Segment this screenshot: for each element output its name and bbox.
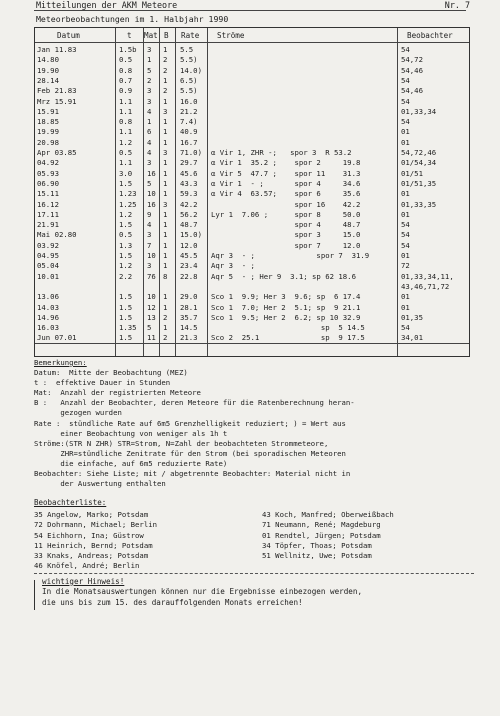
cell-rate: 6.5) [180, 75, 198, 85]
cell-mat: 4 [147, 148, 152, 157]
cell-t: 1.5 [119, 302, 133, 312]
cell-b: 1 [163, 240, 168, 250]
cell-t: 0.5 [119, 55, 133, 65]
cell-rate: 5.5 [180, 45, 194, 54]
cell-observers: 54,46 [401, 65, 423, 75]
cell-mat: 9 [147, 209, 152, 219]
cell-rate: 21.2 [180, 106, 198, 116]
cell-streams: α Vir 1 35.2 ; spor 2 19.8 [211, 158, 361, 168]
table-row [35, 76, 469, 87]
cell-t: 1.3 [119, 240, 133, 250]
cell-mat: 10 [147, 189, 156, 199]
cell-date: Mrz 15.91 [37, 96, 77, 106]
table-row [35, 107, 469, 118]
cell-date: Jun 07.01 [37, 333, 77, 343]
cell-b: 1 [163, 168, 168, 178]
cell-mat: 3 [147, 261, 152, 271]
table-row [35, 241, 469, 252]
cell-streams: spor 4 48.7 [211, 220, 361, 230]
cell-observers: 01 [401, 209, 410, 219]
table-row [35, 220, 469, 231]
cell-streams: spor 7 12.0 [211, 240, 361, 250]
column-header-mat: Mat [144, 31, 158, 40]
remarks-title: Bemerkungen: [34, 358, 87, 367]
cell-streams: sp 5 14.5 [211, 323, 365, 333]
cell-mat: 4 [147, 220, 152, 230]
cell-rate: 40.9 [180, 127, 198, 137]
cell-b: 1 [163, 302, 168, 312]
cell-date: 04.95 [37, 251, 59, 260]
hint-title: wichtiger Hinweis! [42, 577, 125, 586]
cell-t: 1.1 [119, 127, 133, 137]
cell-observers: 54 [401, 240, 410, 250]
table-row [35, 261, 469, 272]
remark-line: Ströme:(STR N ZHR) STR=Strom, N=Zahl der beobachteten Strommeteore, [34, 438, 329, 448]
cell-mat: 3 [147, 86, 152, 96]
cell-date: 14.03 [37, 302, 59, 312]
cell-b: 1 [163, 189, 168, 199]
cell-t: 1.5 [119, 312, 133, 322]
table-row [35, 230, 469, 241]
cell-b: 1 [163, 178, 168, 188]
table-row [35, 272, 469, 283]
table-header-rule [35, 42, 469, 43]
cell-observers: 54 [401, 220, 410, 230]
cell-t: 2.2 [119, 271, 133, 281]
observer-entry: 35 Angelow, Marko; Potsdam [34, 510, 149, 519]
cell-mat: 4 [147, 106, 152, 116]
observer-entry: 34 Töpfer, Thoas; Potsdam [262, 540, 372, 550]
cell-rate: 29.0 [180, 292, 198, 302]
table-row [35, 66, 469, 77]
cell-rate: 45.6 [180, 168, 198, 178]
table-row [35, 251, 469, 262]
cell-b: 1 [163, 251, 168, 260]
table-row [35, 189, 469, 200]
cell-rate: 43.3 [180, 178, 198, 188]
observer-entry: 43 Koch, Manfred; Oberweißbach [262, 510, 394, 519]
cell-streams: Aqr 3 - ; spor 7 31.9 [211, 251, 370, 260]
table-row [35, 148, 469, 159]
cell-rate: 5.5) [180, 55, 198, 65]
remark-line: die einfache, auf 6m5 reduzierte Rate) [34, 458, 228, 468]
cell-rate: 45.5 [180, 251, 198, 260]
cell-date: 17.11 [37, 209, 59, 219]
cell-rate: 42.2 [180, 199, 198, 209]
remark-line: der Auswertung enthalten [34, 479, 166, 489]
table-row [35, 303, 469, 314]
table-row [35, 282, 469, 293]
cell-streams: α Vir 1, ZHR -; spor 3 R 53.2 [211, 148, 352, 157]
cell-b: 3 [163, 148, 168, 157]
cell-b: 2 [163, 86, 168, 96]
cell-mat: 2 [147, 75, 152, 85]
cell-t: 1.5 [119, 220, 133, 230]
cell-observers: 54 [401, 323, 410, 333]
cell-t: 1.5 [119, 292, 133, 302]
observer-entry: 01 Rendtel, Jürgen; Potsdam [262, 530, 381, 540]
cell-date: 14.96 [37, 312, 59, 322]
cell-mat: 5 [147, 178, 152, 188]
cell-observers: 01 [401, 292, 410, 302]
table-row [35, 169, 469, 180]
cell-date: Mai 02.80 [37, 230, 77, 240]
cell-observers: 01,33,34 [401, 106, 437, 116]
cell-rate: 5.5) [180, 86, 198, 96]
cell-mat: 4 [147, 137, 152, 147]
cell-mat: 16 [147, 199, 156, 209]
cell-date: 19.90 [37, 65, 59, 75]
important-hint [42, 577, 362, 608]
observer-entry: 33 Knaks, Andreas; Potsdam [34, 551, 149, 561]
cell-streams: spor 16 42.2 [211, 199, 361, 209]
cell-observers: 01 [401, 251, 410, 260]
cell-rate: 28.1 [180, 302, 198, 312]
cell-t: 3.0 [119, 168, 133, 178]
cell-streams: α Vir 4 63.57; spor 6 35.6 [211, 189, 361, 199]
cell-date: 16.03 [37, 323, 59, 333]
cell-t: 0.8 [119, 117, 133, 127]
remark-line: B : Anzahl der Beobachter, deren Meteore für die Ratenberechnung heran- [34, 398, 355, 408]
cell-observers: 01,33,34,11, [401, 271, 454, 281]
cell-b: 8 [163, 271, 168, 281]
cell-t: 1.5b [119, 45, 137, 54]
cell-t: 0.9 [119, 86, 133, 96]
cell-t: 1.1 [119, 158, 133, 168]
cell-b: 1 [163, 220, 168, 230]
column-header-beobachter: Beobachter [407, 31, 453, 40]
cell-date: 15.11 [37, 189, 59, 199]
observer-list-left [34, 510, 157, 572]
cell-t: 1.2 [119, 261, 133, 271]
cell-b: 1 [163, 137, 168, 147]
cell-observers: 54,72,46 [401, 148, 437, 157]
table-row [35, 313, 469, 324]
table-row [35, 86, 469, 97]
cell-b: 1 [163, 292, 168, 302]
cell-rate: 21.3 [180, 333, 198, 343]
cell-b: 3 [163, 106, 168, 116]
cell-date: Apr 03.85 [37, 148, 77, 157]
cell-b: 2 [163, 65, 168, 75]
column-header-stroeme: Ströme [217, 31, 245, 40]
cell-mat: 12 [147, 302, 156, 312]
observer-entry: 11 Heinrich, Bernd; Potsdam [34, 540, 153, 550]
document-header-title: Mitteilungen der AKM Meteore [36, 0, 178, 10]
cell-date: Jan 11.83 [37, 45, 77, 54]
cell-t: 1.35 [119, 323, 137, 333]
cell-date: 21.91 [37, 220, 59, 230]
cell-date: 18.85 [37, 117, 59, 127]
cell-t: 1.1 [119, 96, 133, 106]
cell-date: 20.98 [37, 137, 59, 147]
cell-streams: α Vir 5 47.7 ; spor 11 31.3 [211, 168, 361, 178]
cell-rate: 15.0) [180, 230, 202, 240]
cell-observers: 54,46 [401, 86, 423, 96]
cell-rate: 35.7 [180, 312, 198, 322]
cell-date: Feb 21.83 [37, 86, 77, 96]
cell-t: 1.5 [119, 333, 133, 343]
observer-entry: 71 Neumann, René; Magdeburg [262, 520, 381, 530]
cell-t: 1.1 [119, 106, 133, 116]
cell-t: 1.5 [119, 251, 133, 260]
cell-rate: 59.3 [180, 189, 198, 199]
table-row [35, 292, 469, 303]
observations-table [34, 27, 470, 357]
cell-date: 03.92 [37, 240, 59, 250]
section-divider [34, 573, 474, 574]
hint-line: In die Monatsauswertungen können nur die Ergebnisse einbezogen werden, [42, 587, 363, 597]
cell-b: 2 [163, 333, 168, 343]
table-row [35, 200, 469, 211]
cell-streams: Aqr 5 - ; Her 9 3.1; sp 62 18.6 [211, 271, 356, 281]
observer-entry: 51 Wellnitz, Uwe; Potsdam [262, 551, 372, 561]
cell-t: 1.25 [119, 199, 137, 209]
observer-entry: 72 Dohrmann, Michael; Berlin [34, 520, 158, 530]
cell-mat: 10 [147, 251, 156, 260]
cell-b: 2 [163, 312, 168, 322]
cell-mat: 11 [147, 333, 156, 343]
cell-mat: 10 [147, 292, 156, 302]
table-row [35, 127, 469, 138]
cell-rate: 48.7 [180, 220, 198, 230]
cell-observers: 54,72 [401, 55, 423, 65]
cell-b: 1 [163, 127, 168, 137]
cell-rate: 16.7 [180, 137, 198, 147]
cell-mat: 5 [147, 323, 152, 333]
cell-date: 04.92 [37, 158, 59, 168]
table-row [35, 55, 469, 66]
cell-mat: 16 [147, 168, 156, 178]
cell-observers: 54 [401, 75, 410, 85]
column-header-b: B [164, 31, 169, 40]
cell-streams: Sco 1 9.9; Her 3 9.6; sp 6 17.4 [211, 292, 361, 302]
cell-streams: Sco 2 25.1 sp 9 17.5 [211, 333, 365, 343]
observer-entry: 46 Knöfel, André; Berlin [34, 561, 140, 571]
cell-rate: 71.0) [180, 148, 202, 157]
table-row [35, 117, 469, 128]
cell-date: 05.93 [37, 168, 59, 178]
cell-rate: 7.4) [180, 117, 198, 127]
cell-mat: 3 [147, 230, 152, 240]
header-rule [34, 10, 466, 11]
cell-observers: 54 [401, 45, 410, 54]
cell-t: 0.8 [119, 65, 133, 75]
remarks-section [34, 358, 474, 489]
cell-b: 1 [163, 230, 168, 240]
cell-b: 1 [163, 45, 168, 54]
observer-list-title: Beobachterliste: [34, 498, 107, 507]
cell-t: 0.5 [119, 148, 133, 157]
table-row [35, 97, 469, 108]
cell-b: 2 [163, 55, 168, 65]
cell-b: 1 [163, 158, 168, 168]
cell-streams: spor 3 15.0 [211, 230, 361, 240]
cell-mat: 76 [147, 271, 156, 281]
table-row [35, 179, 469, 190]
remark-line: Beobachter: Siehe Liste; mit / abgetrennte Beobachter: Material nicht in [34, 469, 351, 479]
cell-observers: 01/51 [401, 168, 423, 178]
cell-mat: 3 [147, 45, 152, 54]
cell-rate: 29.7 [180, 158, 198, 168]
cell-b: 1 [163, 261, 168, 271]
cell-date: 16.12 [37, 199, 59, 209]
cell-mat: 3 [147, 158, 152, 168]
cell-mat: 7 [147, 240, 152, 250]
cell-rate: 16.0 [180, 96, 198, 106]
remark-line: Mat: Anzahl der registrierten Meteore [34, 388, 201, 398]
hint-bracket [34, 580, 41, 610]
cell-mat: 1 [147, 117, 152, 127]
cell-streams: Aqr 3 - ; [211, 261, 255, 271]
column-header-datum: Datum [57, 31, 80, 40]
remark-line: ZHR=stündliche Zenitrate für den Strom (bei sporadischen Meteoren [34, 448, 346, 458]
table-row [35, 333, 469, 344]
cell-b: 1 [163, 209, 168, 219]
cell-observers: 01 [401, 137, 410, 147]
cell-mat: 1 [147, 55, 152, 65]
table-row [35, 158, 469, 169]
cell-mat: 13 [147, 312, 156, 322]
table-row [35, 323, 469, 334]
document-subtitle: Meteorbeobachtungen im 1. Halbjahr 1990 [36, 14, 229, 24]
cell-t: 1.2 [119, 137, 133, 147]
cell-rate: 23.4 [180, 261, 198, 271]
cell-observers: 01,33,35 [401, 199, 437, 209]
cell-streams: Sco 1 9.5; Her 2 6.2; sp 10 32.9 [211, 312, 361, 322]
cell-b: 1 [163, 96, 168, 106]
remark-line: Rate : stündliche Rate auf 6m5 Grenzhelligkeit reduziert; ) = Wert aus [34, 418, 346, 428]
cell-b: 1 [163, 323, 168, 333]
cell-streams: Sco 1 7.0; Her 2 5.1; sp 9 21.1 [211, 302, 361, 312]
cell-mat: 3 [147, 96, 152, 106]
cell-b: 3 [163, 199, 168, 209]
cell-observers: 43,46,71,72 [401, 281, 450, 291]
cell-observers: 01 [401, 127, 410, 137]
cell-rate: 14.5 [180, 323, 198, 333]
cell-date: 19.99 [37, 127, 59, 137]
cell-observers: 54 [401, 117, 410, 127]
cell-date: 10.01 [37, 271, 59, 281]
cell-date: 06.90 [37, 178, 59, 188]
cell-date: 13.06 [37, 292, 59, 302]
cell-observers: 34,01 [401, 333, 423, 343]
cell-b: 1 [163, 75, 168, 85]
cell-rate: 14.0) [180, 65, 202, 75]
table-row [35, 45, 469, 56]
hint-line: die uns bis zum 15. des darauffolgenden Monats erreichen! [42, 597, 303, 607]
cell-t: 0.5 [119, 230, 133, 240]
cell-streams: α Vir 1 - ; spor 4 34.6 [211, 178, 361, 188]
cell-date: 28.14 [37, 75, 59, 85]
cell-observers: 01/54,34 [401, 158, 437, 168]
table-row [35, 138, 469, 149]
cell-t: 0.7 [119, 75, 133, 85]
cell-t: 1.2 [119, 209, 133, 219]
cell-observers: 01 [401, 302, 410, 312]
cell-streams: Lyr 1 7.06 ; spor 8 50.0 [211, 209, 361, 219]
table-row [35, 210, 469, 221]
cell-b: 1 [163, 117, 168, 127]
cell-date: 14.80 [37, 55, 59, 65]
cell-t: 1.23 [119, 189, 137, 199]
column-header-rate: Rate [181, 31, 200, 40]
cell-rate: 22.8 [180, 271, 198, 281]
cell-observers: 01 [401, 189, 410, 199]
remark-line: t : effektive Dauer in Stunden [34, 378, 171, 388]
cell-date: 05.04 [37, 261, 59, 271]
column-header-t: t [127, 31, 132, 40]
cell-mat: 5 [147, 65, 152, 75]
cell-observers: 54 [401, 96, 410, 106]
cell-observers: 72 [401, 261, 410, 271]
remark-line: einer Beobachtung von weniger als 1h t [34, 428, 228, 438]
observer-list-right [262, 510, 394, 561]
cell-observers: 01/51,35 [401, 178, 437, 188]
cell-mat: 6 [147, 127, 152, 137]
cell-t: 1.5 [119, 178, 133, 188]
remark-line: Datum: Mitte der Beobachtung (MEZ) [34, 368, 188, 378]
observer-entry: 54 Eichhorn, Ina; Güstrow [34, 530, 144, 540]
cell-rate: 56.2 [180, 209, 198, 219]
cell-observers: 01,35 [401, 312, 423, 322]
cell-observers: 54 [401, 230, 410, 240]
cell-rate: 12.0 [180, 240, 198, 250]
remark-line: gezogen wurden [34, 408, 122, 418]
cell-date: 15.91 [37, 106, 59, 116]
issue-number: Nr. 7 [444, 0, 470, 10]
